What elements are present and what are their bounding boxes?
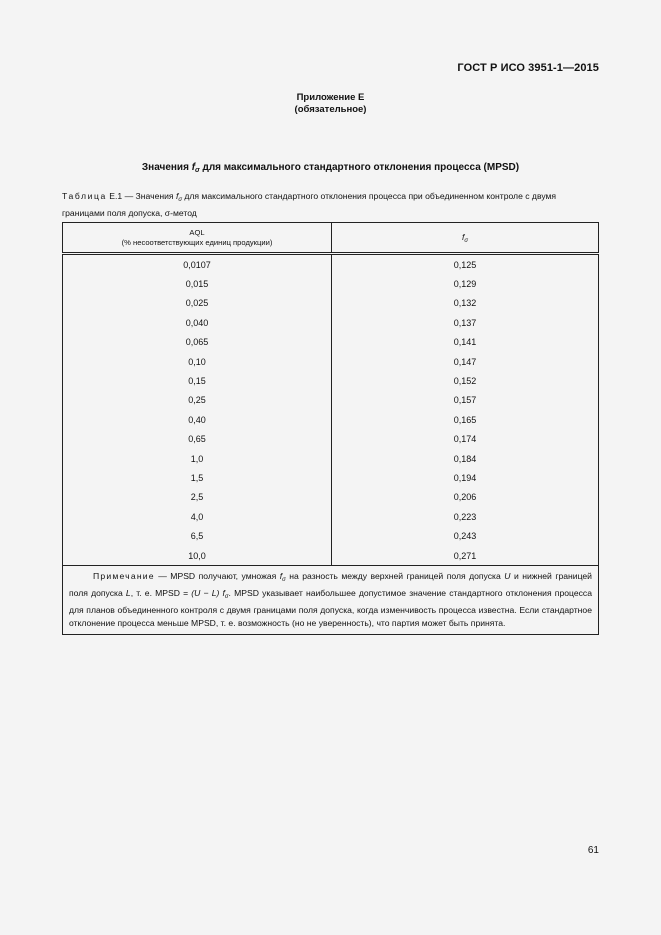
caption-number: Е.1 — Значения <box>106 191 176 201</box>
cell-aql: 1,0 <box>63 449 332 468</box>
cell-f-sigma: 0,132 <box>332 294 599 313</box>
annex-title: Приложение Е <box>296 92 365 103</box>
table-row <box>63 313 599 332</box>
note-f1-sub: σ <box>282 577 286 584</box>
cell-aql: 1,5 <box>63 468 332 487</box>
note-l: L <box>125 588 131 599</box>
cell-aql: 4,0 <box>63 507 332 526</box>
section-title-symbol: f <box>191 162 196 173</box>
table-row <box>63 274 599 293</box>
header-f-sigma <box>332 223 599 254</box>
note-f2-sub: σ <box>224 594 229 601</box>
cell-f-sigma: 0,206 <box>332 488 599 507</box>
cell-f-sigma: 0,223 <box>332 507 599 526</box>
standard-id: ГОСТ Р ИСО 3951-1—2015 <box>457 62 599 74</box>
note-row <box>63 566 599 635</box>
cell-f-sigma: 0,129 <box>332 274 599 293</box>
note-formula: (U − L) <box>191 588 220 599</box>
header-aql-line2: (% несоответствующих единиц продукции) <box>121 237 273 247</box>
cell-f-sigma: 0,157 <box>332 391 599 410</box>
cell-f-sigma: 0,165 <box>332 410 599 429</box>
section-title-symbol-sub: σ <box>195 167 200 174</box>
table-row <box>63 507 599 526</box>
cell-f-sigma: 0,174 <box>332 430 599 449</box>
table-caption <box>62 190 600 219</box>
table-row <box>63 449 599 468</box>
cell-f-sigma: 0,137 <box>332 313 599 332</box>
note-p5: . MPSD указывает наибольшее допустимое значение стандартного отклонения процесса для планов объединенного контроля с двумя границами поля допуска, когда изменчивость процесса известна. Если стандартное отклонение процесса меньше MPSD, т. е. возможность (но не уверенность), что партия может быть принята. <box>69 588 592 629</box>
cell-aql: 6,5 <box>63 526 332 545</box>
note-label: Примечание <box>93 571 155 582</box>
table-row <box>63 468 599 487</box>
table-row <box>63 410 599 429</box>
caption-label: Таблица <box>62 191 107 201</box>
table-row <box>63 254 599 275</box>
note-p1: — MPSD получают, умножая <box>154 571 280 582</box>
note-p2: на разность между верхней границей поля допуска <box>285 571 505 582</box>
cell-f-sigma: 0,243 <box>332 526 599 545</box>
table-body <box>63 254 599 566</box>
mpsd-table <box>62 222 599 635</box>
table-row <box>63 391 599 410</box>
cell-aql: 0,25 <box>63 391 332 410</box>
note-p3: и нижней границей поля допуска <box>69 571 592 599</box>
cell-aql: 0,0107 <box>63 254 332 275</box>
section-title-prefix: Значения <box>141 162 192 173</box>
table-row <box>63 526 599 545</box>
table-row <box>63 371 599 390</box>
cell-f-sigma: 0,194 <box>332 468 599 487</box>
table-row <box>63 546 599 566</box>
header-aql <box>63 223 332 254</box>
caption-symbol-sub: σ <box>178 197 182 203</box>
header-f-symbol: f <box>462 231 465 242</box>
table-row <box>63 352 599 371</box>
cell-aql: 0,15 <box>63 371 332 390</box>
note-p4: , т. е. MPSD = <box>130 588 192 599</box>
annex-heading <box>0 92 661 116</box>
table-row <box>63 430 599 449</box>
caption-text: для максимального стандартного отклонения процесса при объединенном контроле с двумя границами поля допуска, σ-метод <box>62 191 557 218</box>
cell-aql: 0,40 <box>63 410 332 429</box>
cell-f-sigma: 0,271 <box>332 546 599 566</box>
table-row <box>63 488 599 507</box>
cell-aql: 0,10 <box>63 352 332 371</box>
header-f-sub: σ <box>464 237 468 244</box>
header-aql-line1: AQL <box>189 227 205 237</box>
table-row <box>63 333 599 352</box>
section-title <box>0 162 661 174</box>
cell-aql: 0,65 <box>63 430 332 449</box>
cell-f-sigma: 0,147 <box>332 352 599 371</box>
cell-aql: 10,0 <box>63 546 332 566</box>
cell-aql: 0,065 <box>63 333 332 352</box>
cell-aql: 0,025 <box>63 294 332 313</box>
cell-aql: 0,015 <box>63 274 332 293</box>
note-f1: f <box>279 571 283 582</box>
cell-f-sigma: 0,125 <box>332 254 599 275</box>
note-u: U <box>504 571 511 582</box>
cell-aql: 2,5 <box>63 488 332 507</box>
page-number: 61 <box>587 845 599 856</box>
note-f2: f <box>222 588 225 599</box>
cell-f-sigma: 0,152 <box>332 371 599 390</box>
cell-f-sigma: 0,141 <box>332 333 599 352</box>
table-row <box>63 294 599 313</box>
table-note <box>63 566 599 635</box>
table-header-row <box>63 223 599 254</box>
annex-status: (обязательное) <box>294 104 367 115</box>
cell-f-sigma: 0,184 <box>332 449 599 468</box>
caption-symbol: f <box>175 191 179 201</box>
cell-aql: 0,040 <box>63 313 332 332</box>
section-title-suffix: для максимального стандартного отклонения процесса (MPSD) <box>199 162 520 173</box>
